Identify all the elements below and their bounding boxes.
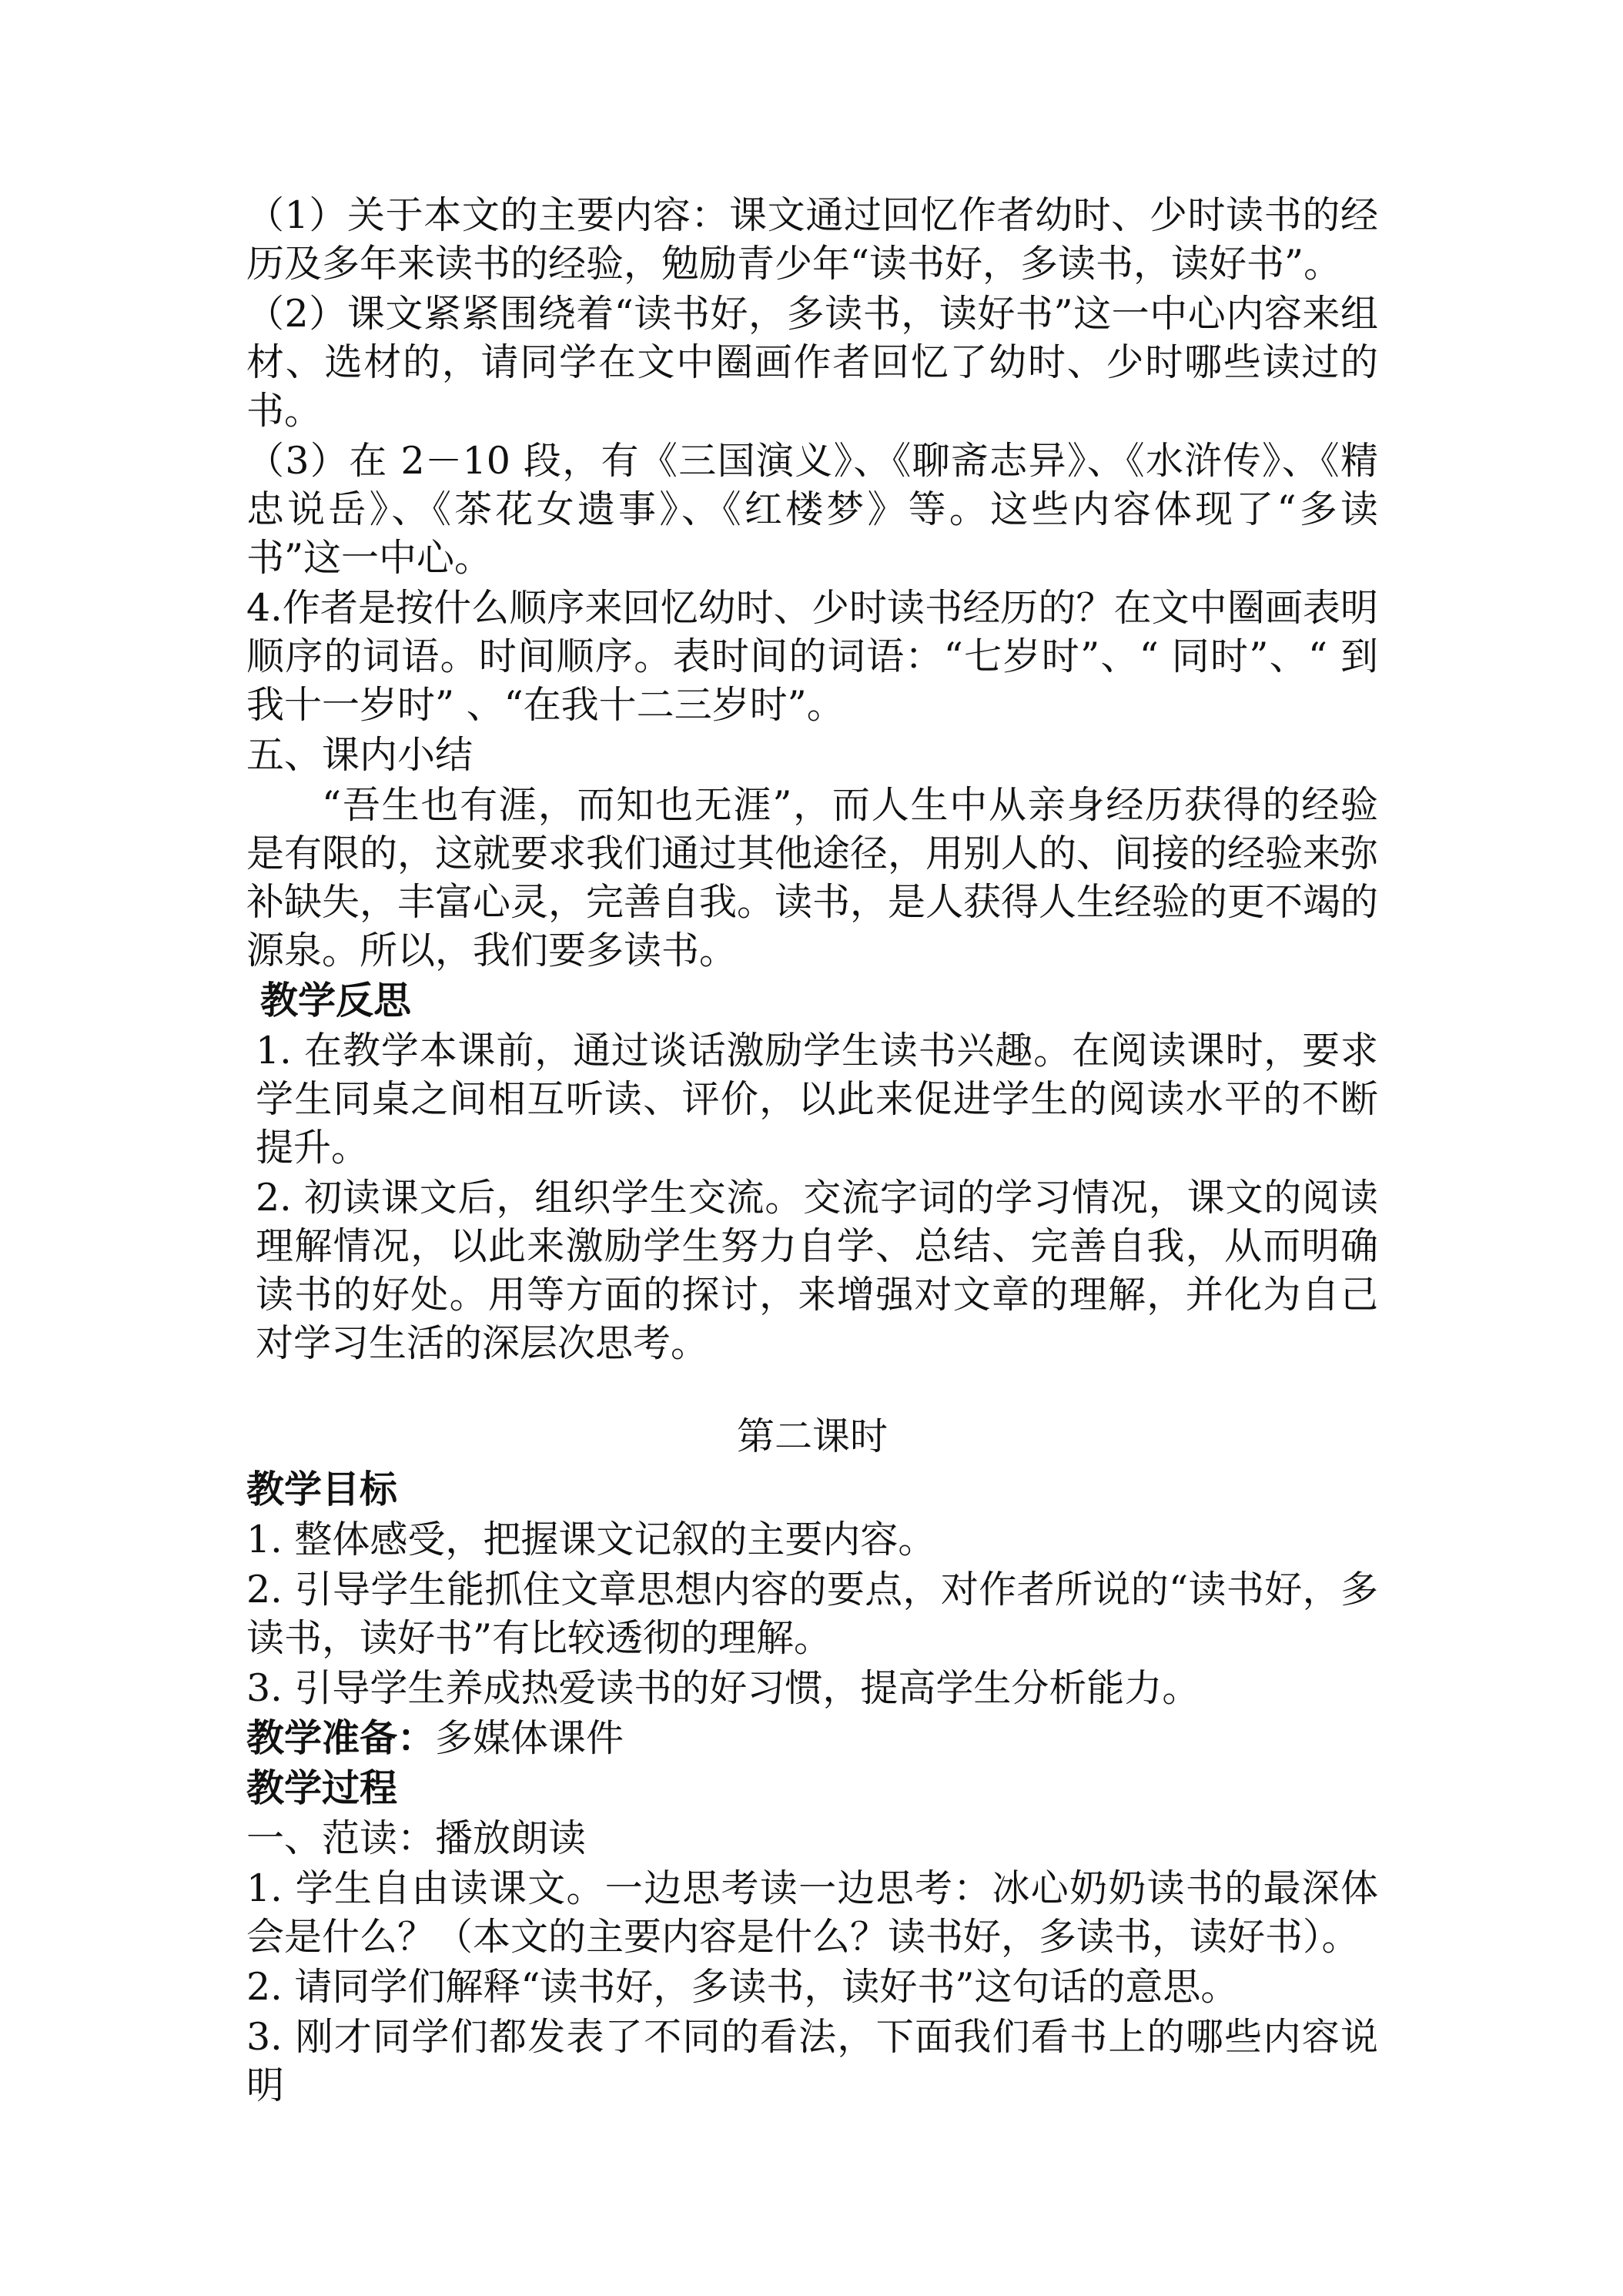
- reflection-title: 教学反思: [260, 979, 412, 1022]
- paragraph-material-selection: （2）课文紧紧围绕着“读书好，多读书，读好书”这一中心内容来组材、选材的，请同学在文中圈画作者回忆了幼时、少时哪些读过的书。: [246, 292, 1378, 433]
- summary-text: “吾生也有涯，而知也无涯”，而人生中从亲身经历获得的经验是有限的，这就要求我们通过其他途径，用别人的、间接的经验来弥补缺失，丰富心灵，完善自我。读书，是人获得人生经验的更不竭的源泉。所以，我们要多读书。: [246, 783, 1379, 972]
- reflection-item-2: 2. 初读课文后，组织学生交流。交流字词的学习情况，课文的阅读理解情况，以此来激励学生努力自学、总结、完善自我，从而明确读书的好处。用等方面的探讨，来增强对文章的理解，并化为自己对学习生活的深层次思考。: [256, 1176, 1378, 1365]
- goal-item-3: 3. 引导学生养成热爱读书的好习惯，提高学生分析能力。: [246, 1666, 1200, 1710]
- summary-title: 五、课内小结: [246, 733, 474, 777]
- process-title: 教学过程: [246, 1766, 398, 1810]
- preparation-value: 多媒体课件: [435, 1716, 624, 1760]
- preparation-label: 教学准备：: [246, 1716, 436, 1760]
- step-item-2: 2. 请同学们解释“读书好，多读书，读好书”这句话的意思。: [246, 1965, 1239, 2009]
- goals-title: 教学目标: [246, 1468, 398, 1511]
- step-item-3: 3. 刚才同学们都发表了不同的看法，下面我们看书上的哪些内容说明: [246, 2015, 1378, 2107]
- paragraph-book-list: （3）在 2－10 段，有《三国演义》、《聊斋志异》、《水浒传》、《精忠说岳》、《茶花女遗事》、《红楼梦》等。这些内容体现了“多读书”这一中心。: [246, 439, 1378, 580]
- lesson-title: 第二课时: [736, 1414, 888, 1458]
- goal-item-2: 2. 引导学生能抓住文章思想内容的要点，对作者所说的“读书好，多读书，读好书”有比较透彻的理解。: [246, 1568, 1378, 1660]
- document-page: [246, 191, 1378, 2111]
- paragraph-time-order: 4.作者是按什么顺序来回忆幼时、少时读书经历的？在文中圈画表明顺序的词语。时间顺序。表时间的词语：“七岁时”、“ 同时”、“ 到我十一岁时” 、“在我十二三岁时”。: [246, 586, 1378, 727]
- step1-title: 一、范读：播放朗读: [246, 1816, 587, 1860]
- preparation-line: [246, 1714, 1378, 1762]
- step-item-1: 1. 学生自由读课文。一边思考读一边思考：冰心奶奶读书的最深体会是什么？（本文的主要内容是什么？读书好，多读书，读好书）。: [246, 1866, 1378, 1959]
- goal-item-1: 1. 整体感受，把握课文记叙的主要内容。: [246, 1518, 936, 1561]
- reflection-item-1: 1. 在教学本课前，通过谈话激励学生读书兴趣。在阅读课时，要求学生同桌之间相互听读、评价，以此来促进学生的阅读水平的不断提升。: [256, 1029, 1378, 1170]
- paragraph-main-content: （1）关于本文的主要内容：课文通过回忆作者幼时、少时读书的经历及多年来读书的经验，勉励青少年“读书好，多读书，读好书”。: [246, 193, 1378, 286]
